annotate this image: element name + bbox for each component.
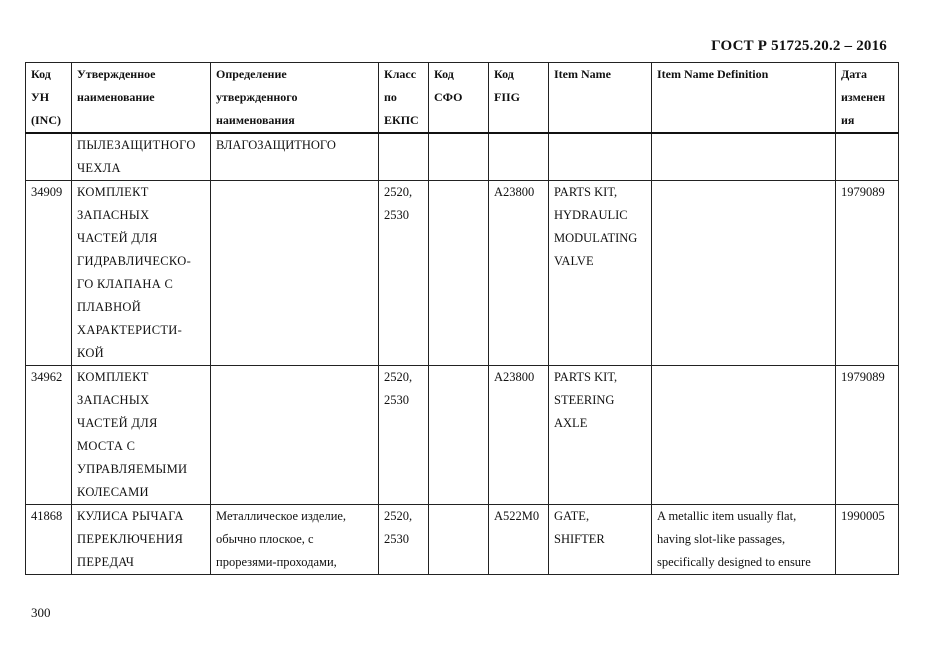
header-item-name: Item Name	[549, 63, 652, 134]
cell-definition: Металлическое изделие, обычно плоское, с прорезями-проходами,	[211, 505, 379, 575]
cell-item-name-definition	[652, 181, 836, 366]
header-fiig-code: Код FIIG	[489, 63, 549, 134]
cell-code-inc: 41868	[26, 505, 72, 575]
cell-item-name: GATE, SHIFTER	[549, 505, 652, 575]
cell-definition	[211, 366, 379, 505]
cell-ekps-class	[379, 133, 429, 181]
header-approved-name: Утвержденное наименование	[72, 63, 211, 134]
cell-fiig-code: A522M0	[489, 505, 549, 575]
cell-approved-name: КУЛИСА РЫЧАГА ПЕРЕКЛЮЧЕНИЯ ПЕРЕДАЧ	[72, 505, 211, 575]
cell-code-inc: 34962	[26, 366, 72, 505]
cell-item-name: PARTS KIT, STEERING AXLE	[549, 366, 652, 505]
table-row	[26, 133, 899, 181]
cell-ekps-class: 2520, 2530	[379, 505, 429, 575]
cell-code-inc: 34909	[26, 181, 72, 366]
cell-change-date: 1979089	[836, 181, 899, 366]
cell-item-name-definition	[652, 366, 836, 505]
header-definition: Определение утвержденного наименования	[211, 63, 379, 134]
header-sfo-code: Код СФО	[429, 63, 489, 134]
cell-sfo-code	[429, 505, 489, 575]
cell-change-date	[836, 133, 899, 181]
cell-definition: ВЛАГОЗАЩИТНОГО	[211, 133, 379, 181]
header-ekps-class: Класс по ЕКПС	[379, 63, 429, 134]
table-row	[26, 505, 899, 575]
header-code-inc: Код УН (INC)	[26, 63, 72, 134]
cell-sfo-code	[429, 181, 489, 366]
page-number: 300	[31, 605, 51, 620]
cell-ekps-class: 2520, 2530	[379, 366, 429, 505]
header-change-date: Дата изменен ия	[836, 63, 899, 134]
cell-definition	[211, 181, 379, 366]
cell-item-name: PARTS KIT, HYDRAULIC MODULATING VALVE	[549, 181, 652, 366]
cell-item-name	[549, 133, 652, 181]
cell-approved-name: КОМПЛЕКТ ЗАПАСНЫХ ЧАСТЕЙ ДЛЯ ГИДРАВЛИЧЕСКО- ГО КЛАПАНА С ПЛАВНОЙ ХАРАКТЕРИСТИ- КОЙ	[72, 181, 211, 366]
cell-fiig-code	[489, 133, 549, 181]
cell-change-date: 1979089	[836, 366, 899, 505]
table-row	[26, 366, 899, 505]
cell-fiig-code: A23800	[489, 181, 549, 366]
cell-approved-name: КОМПЛЕКТ ЗАПАСНЫХ ЧАСТЕЙ ДЛЯ МОСТА С УПРАВЛЯЕМЫМИ КОЛЕСАМИ	[72, 366, 211, 505]
table-row	[26, 181, 899, 366]
cell-code-inc	[26, 133, 72, 181]
table-header-row	[26, 63, 899, 134]
cell-sfo-code	[429, 133, 489, 181]
header-item-name-definition: Item Name Definition	[652, 63, 836, 134]
cell-sfo-code	[429, 366, 489, 505]
cell-item-name-definition: A metallic item usually flat, having slot-like passages, specifically designed to ensure	[652, 505, 836, 575]
cell-change-date: 1990005	[836, 505, 899, 575]
document-standard-title: ГОСТ Р 51725.20.2 – 2016	[711, 38, 887, 54]
cell-ekps-class: 2520, 2530	[379, 181, 429, 366]
cell-item-name-definition	[652, 133, 836, 181]
cell-approved-name: ПЫЛЕЗАЩИТНОГО ЧЕХЛА	[72, 133, 211, 181]
cell-fiig-code: A23800	[489, 366, 549, 505]
catalog-table	[25, 62, 899, 575]
